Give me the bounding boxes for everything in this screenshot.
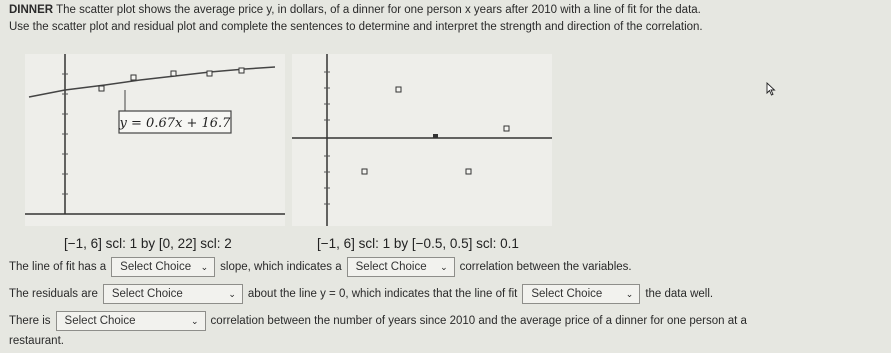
chevron-down-icon: ⌄ xyxy=(228,288,236,299)
mouse-pointer-icon xyxy=(766,82,776,101)
chevron-down-icon: ⌄ xyxy=(440,261,448,272)
scatter-plot xyxy=(25,54,285,226)
sentence-correlation: There is Select Choice ⌄ correlation between the number of years since 2010 and the average price of a dinner for one person at a xyxy=(9,311,747,331)
residual-plot xyxy=(292,54,552,226)
problem-description: The scatter plot shows the average price y, in dollars, of a dinner for one person x years after 2010 with a line of fit for the data. xyxy=(56,4,701,16)
fit-select[interactable]: Select Choice ⌄ xyxy=(522,284,640,304)
slope-select[interactable]: Select Choice ⌄ xyxy=(111,257,215,277)
residual-window-caption: [−1, 6] scl: 1 by [−0.5, 0.5] scl: 0.1 xyxy=(317,236,519,251)
sentence-residuals: The residuals are Select Choice ⌄ about the line y = 0, which indicates that the line of fit Select Choice ⌄ the data well. xyxy=(9,284,713,304)
sentence-slope: The line of fit has a Select Choice ⌄ slope, which indicates a Select Choice ⌄ correlation between the variables. xyxy=(9,257,632,277)
chevron-down-icon: ⌄ xyxy=(200,261,209,272)
problem-text xyxy=(9,2,879,36)
problem-instruction: Use the scatter plot and residual plot and complete the sentences to determine and interpret the strength and direction of the correlation. xyxy=(9,21,703,33)
line-equation: y = 0.67x + 16.7 xyxy=(119,116,231,131)
correlation-direction-select[interactable]: Select Choice ⌄ xyxy=(347,257,455,277)
residuals-select[interactable]: Select Choice ⌄ xyxy=(103,284,243,304)
chevron-down-icon: ⌄ xyxy=(625,288,634,299)
correlation-strength-select[interactable]: Select Choice ⌄ xyxy=(56,311,206,331)
problem-label: DINNER xyxy=(9,4,54,16)
chevron-down-icon: ⌄ xyxy=(191,315,199,326)
sentence-correlation-end: restaurant. xyxy=(9,335,64,347)
scatter-window-caption: [−1, 6] scl: 1 by [0, 22] scl: 2 xyxy=(64,236,232,251)
